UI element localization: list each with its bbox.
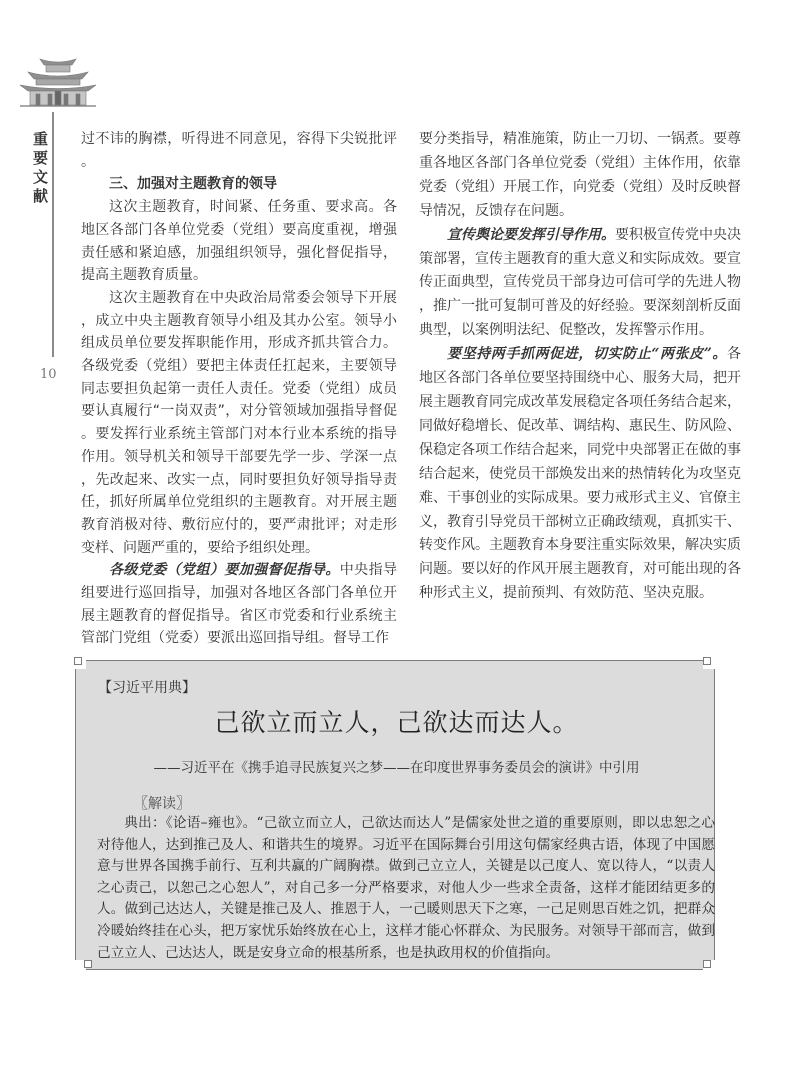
interpretation-text: 典出：《论语–雍也》。“己欲立而立人，己欲达而达人”是儒家处世之道的重要原则，即以忠恕之心对待他人，达到推己及人、和谐共生的境界。习近平在国际舞台引用这句儒家经典古语，体现了中国愿意与世界各国携手前行、互利共赢的广阔胸襟。做到己立立人，关键是以己度人、宽以待人，“以责人之心责己，以恕己之心恕人”，对自己多一分严格要求，对他人少一些求全责备，这样才能团结更多的人。做到己达达人，关键是推己及人、推恩于人，一己暖则思天下之寒，一己足则思百姓之饥，把群众冷暖始终挂在心头，把万家忧乐始终放在心上，这样才能心怀群众、为民服务。对领导干部而言，做到己立立人、己达达人，既是安身立命的根基所系，也是执政用权的价值指向。	[97, 815, 715, 961]
box-corner-ornament	[703, 657, 711, 665]
paragraph	[419, 224, 741, 344]
pavilion-emblem-icon	[18, 55, 98, 113]
paragraph: 要分类指导，精准施策，防止一刀切、一锅煮。要尊重各地区各部门各单位党委（党组）主体作用，依靠党委（党组）开展工作，向党委（党组）及时反映督导情况，反馈存在问题。	[419, 131, 741, 219]
left-column	[81, 128, 397, 650]
quote-title: 己欲立而立人，己欲达而达人。	[214, 708, 579, 737]
paragraph-body: 各地区各部门各单位要坚持围绕中心、服务大局，把开展主题教育同完成改革发展稳定各项任务结合起来，同做好稳增长、促改革、调结构、惠民生、防风险、保稳定各项工作结合起来，同党中央部署正在做的事结合起来，使党员干部焕发出来的热情转化为攻坚克难、干事创业的实际成果。要力戒形式主义、官僚主义，教育引导党员干部树立正确政绩观，真抓实干、转变作风。主题教育本身要注重实际效果，解决实质问题。要以好的作风开展主题教育，对可能出现的各种形式主义，提前预判、有效防范、坚决克服。	[419, 346, 741, 602]
page-number: 10	[40, 367, 57, 382]
box-corner-ornament	[74, 657, 82, 665]
paragraph: 这次主题教育在中央政治局常委会领导下开展，成立中央主题教育领导小组及其办公室。领导小组成员单位要发挥职能作用，形成齐抓共管合力。各级党委（党组）要把主体责任扛起来，主要领导同志要担负起第一责任人责任。党委（党组）成员要认真履行“一岗双责”，对分管领域加强指导督促。要发挥行业系统主管部门对本行业本系统的指导作用。领导机关和领导干部要先学一步、学深一点，先改起来、改实一点，同时要担负好领导指导责任，抓好所属单位党组织的主题教育。对开展主题教育消极对待、敷衍应付的，要严肃批评；对走形变样、问题严重的，要给予组织处理。	[81, 289, 397, 556]
interpretation-label: 〖解读〗	[134, 796, 190, 812]
paragraph	[419, 343, 741, 606]
paragraph-lead: 宣传舆论要发挥引导作用。	[447, 226, 615, 243]
paragraph	[81, 559, 397, 650]
section-tag: 重要文献	[33, 130, 49, 205]
paragraph-body: 中央指导组要进行巡回指导，加强对各地区各部门各单位开展主题教育的督促指导。省区市党委和行业系统主管部门党组（党委）要派出巡回指导组。督导工作	[81, 562, 398, 647]
paragraph-lead: 各级党委（党组）要加强督促指导。	[109, 562, 340, 579]
quote-label: 【习近平用典】	[98, 680, 196, 696]
right-column	[419, 128, 741, 606]
paragraph-body: 要积极宣传党中央决策部署，宣传主题教育的重大意义和实际成效。要宣传正面典型，宣传党员干部身边可信可学的先进人物，推广一批可复制可普及的好经验。要深刻剖析反面典型，以案例明法纪、促整改，发挥警示作用。	[419, 226, 741, 339]
quote-source: ——习近平在《携手追寻民族复兴之梦——在印度世界事务委员会的演讲》中引用	[153, 760, 640, 776]
paragraph: 过不讳的胸襟，听得进不同意见，容得下尖锐批评。	[81, 131, 397, 170]
box-corner-ornament	[84, 960, 92, 968]
margin-rule	[52, 112, 54, 357]
paragraph-lead: 要坚持两手抓两促进，切实防止“两张皮”。	[447, 346, 727, 363]
paragraph: 这次主题教育，时间紧、任务重、要求高。各地区各部门各单位党委（党组）要高度重视，增强责任感和紧迫感，加强组织领导，强化督促指导，提高主题教育质量。	[81, 199, 397, 284]
section-heading: 三、加强对主题教育的领导	[109, 176, 277, 193]
